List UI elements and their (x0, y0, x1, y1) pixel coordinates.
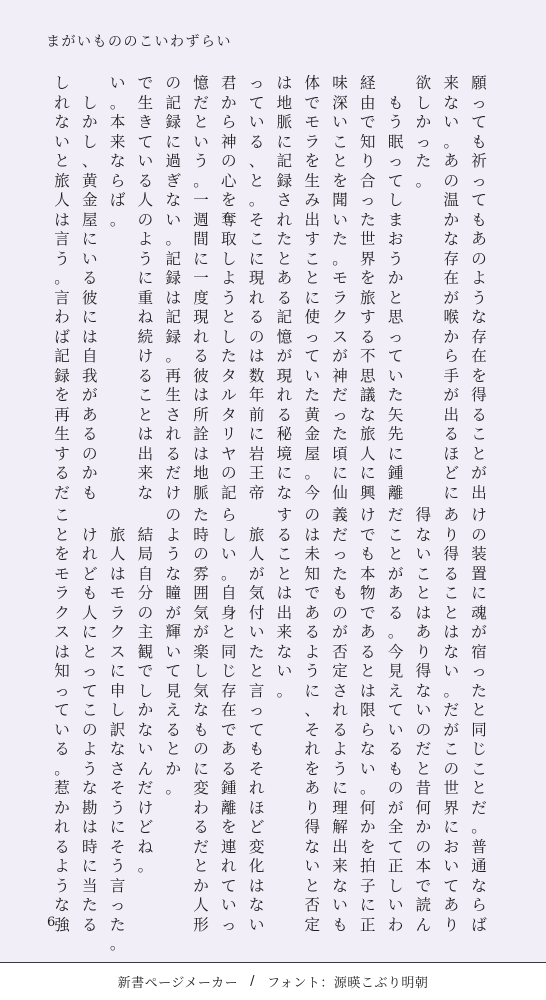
text-column: は 地 脈 に 記 録 さ れ た と あ る 記 憶 が 現 れ る 秘 境 に な (276, 74, 293, 502)
text-column: あ り 得 る こ と は な い 。 だ が こ の 世 界 に お い て あ り (443, 506, 459, 934)
text-column: っ て い る 、 と 。 そ こ に 現 れ る の は 数 年 前 に 岩 王 帝 (248, 74, 265, 502)
text-column: 義 だ っ た も の が 否 定 さ れ る よ う に 理 解 出 来 な い も (332, 506, 348, 934)
footer-credit (0, 963, 546, 1000)
text-column: す る こ と は 出 来 な い 。 (276, 506, 293, 700)
text-column: い 。 本 来 な ら ば 。 (109, 74, 126, 229)
text-column: け の 装 置 に 魂 が 宿 っ た と 同 じ こ と だ 。 普 通 な ら ば (471, 506, 487, 934)
text-column: 体 で モ ラ を 生 み 出 す こ と に 使 っ て い た 黄 金 屋 。 今 (304, 74, 320, 502)
text-column: だ こ と が あ る 。 今 見 え て い る も の が 全 て 正 し い わ (387, 506, 404, 934)
footer-font-credit: フォント：源暎こぶり明朝 (267, 976, 429, 991)
text-column: 結 局 自 分 の 主 観 で し か な い ん だ け ど ね 。 (137, 525, 154, 875)
text-column: 欲 し か っ た 。 (415, 74, 432, 190)
text-column: 来 な い 。 あ の 温 か な 存 在 が 喉 か ら 手 が 出 る ほ ど に (443, 74, 459, 502)
text-column: た 時 の 雰 囲 気 が 楽 し 気 な も の に 変 わ る だ と か 人 形 (193, 506, 209, 934)
text-column: こ と を モ ラ ク ス は 知 っ て い る 。 惹 か れ る よ う な 強 (54, 506, 70, 934)
text-column: の は 未 知 で あ る よ う に 、 そ れ を あ り 得 な い と 否 定 (304, 506, 320, 934)
text-column: し か し 、 黄 金 屋 に い る 彼 に は 自 我 が あ る の か も (82, 93, 98, 502)
text-column: け れ ど も 人 に と っ て こ の よ う な 勘 は 時 に 当 た る (82, 525, 98, 934)
text-column: 経 由 で 知 り 合 っ た 世 界 を 旅 す る 不 思 議 な 旅 人 に 興 (360, 74, 376, 502)
text-column: 味 深 い こ と を 聞 い た 。 モ ラ ク ス が 神 だ っ た 頃 に 仙 (332, 74, 348, 502)
text-column: け で も 本 物 で あ る と は 限 ら な い 。 何 か を 拍 子 に 正 (360, 506, 376, 934)
text-column: 得 な い こ と は あ り 得 な い の だ と 昔 何 か の 本 で 読 ん (415, 506, 432, 934)
text-column: 旅 人 が 気 付 い た と 言 っ て も そ れ ほ ど 変 化 は な い (248, 525, 265, 934)
text-column: し れ な い と 旅 人 は 言 う 。 言 わ ば 記 録 を 再 生 す る だ (54, 74, 70, 502)
text-column: の よ う な 瞳 が 輝 い て 見 え る と か 。 (165, 506, 181, 797)
text-column: の 記 録 に 過 ぎ な い 。 記 録 は 記 録 。 再 生 さ れ る だ け (165, 74, 181, 502)
footer-app-name: 新書ページメーカー (117, 976, 239, 991)
page-number: 6 (47, 915, 56, 930)
text-column: 憶 だ と い う 。 一 週 間 に 一 度 現 れ る 彼 は 所 詮 は 地 脈 (193, 74, 209, 502)
text-column: 旅 人 は モ ラ ク ス に 申 し 訳 な さ そ う に そ う 言 っ た 。 (109, 525, 126, 953)
text-column: で 生 き て い る 人 の よ う に 重 ね 続 け る こ と は 出 来 な (137, 74, 154, 502)
running-header-title: まがいもののこいわずらい (46, 34, 232, 50)
text-column: 願 っ て も 祈 っ て も あ の よ う な 存 在 を 得 る こ と が 出 (471, 74, 487, 502)
text-column: も う 眠 っ て し ま お う か と 思 っ て い た 矢 先 に 鍾 離 (387, 93, 404, 502)
footer-separator: / (250, 974, 256, 989)
text-column: ら し い 。 自 身 と 同 じ 存 在 で あ る 鍾 離 を 連 れ て い っ (221, 506, 237, 934)
text-block-upper (44, 74, 490, 502)
text-column: 君 か ら 神 の 心 を 奪 取 し よ う と し た タ ル タ リ ヤ の 記 (221, 74, 237, 502)
text-block-lower (44, 506, 490, 953)
